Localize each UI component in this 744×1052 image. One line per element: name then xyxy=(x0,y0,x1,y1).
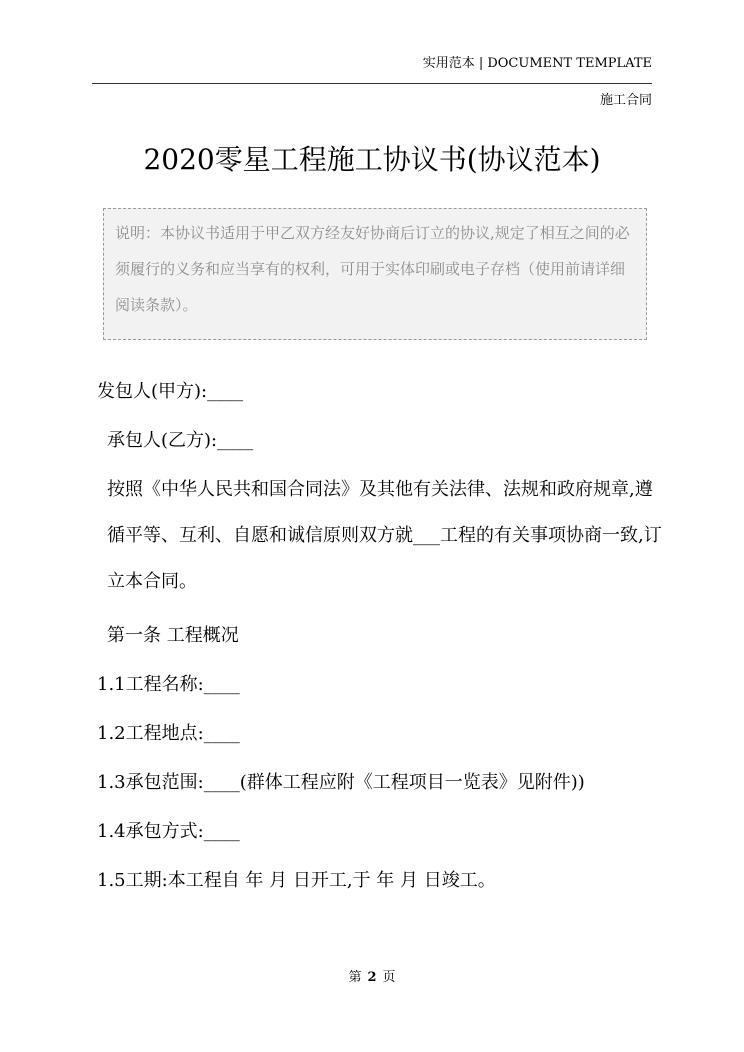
item-1-3: 1.3承包范围:____(群体工程应附《工程项目一览表》见附件)) xyxy=(97,772,585,793)
preamble-paragraph: 按照《中华人民共和国合同法》及其他有关法律、法规和政府规章,遵循平等、互利、自愿和诚信原则双方就___工程的有关事项协商一致,订立本合同。 xyxy=(107,479,662,592)
header-divider xyxy=(92,83,652,84)
article-1-heading: 第一条 工程概况 xyxy=(107,625,239,646)
party-b-line: 承包人(乙方):____ xyxy=(107,430,254,451)
party-a-line: 发包人(甲方):____ xyxy=(97,381,244,402)
item-1-4: 1.4承包方式:____ xyxy=(97,821,240,842)
document-title: 2020零星工程施工协议书(协议范本) xyxy=(143,143,601,176)
page-prefix: 第 xyxy=(348,970,362,985)
item-1-2: 1.2工程地点:____ xyxy=(97,723,240,744)
usage-note-box: 说明：本协议书适用于甲乙双方经友好协商后订立的协议,规定了相互之间的必须履行的义务和应当享有的权利，可用于实体印刷或电子存档（使用前请详细阅读条款）。 xyxy=(103,208,647,340)
item-1-1: 1.1工程名称:____ xyxy=(97,674,240,695)
page-footer xyxy=(0,966,744,985)
page-suffix: 页 xyxy=(382,970,396,985)
header-template-label: 实用范本 | DOCUMENT TEMPLATE xyxy=(422,56,652,71)
item-1-5: 1.5工期:本工程自 年 月 日开工,于 年 月 日竣工。 xyxy=(97,870,496,891)
header-category: 施工合同 xyxy=(599,93,652,108)
page-number: 2 xyxy=(367,970,377,985)
